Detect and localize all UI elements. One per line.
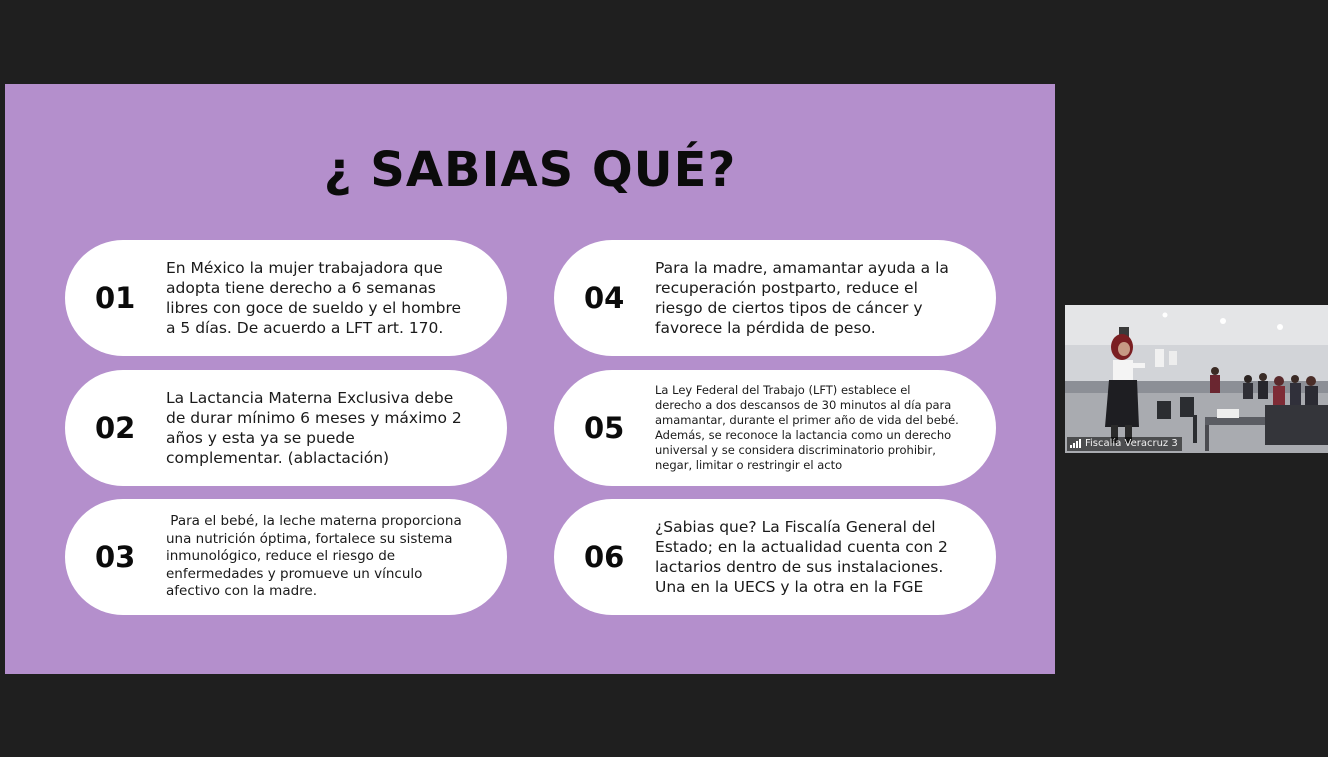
fact-line: Además, se reconoce la lactancia como un derecho	[655, 428, 952, 442]
fact-card-06	[554, 499, 996, 615]
fact-line: libres con goce de sueldo y el hombre	[166, 299, 462, 317]
fact-card-01	[65, 240, 507, 356]
fact-line: adopta tiene derecho a 6 semanas	[166, 279, 436, 297]
fact-text	[166, 499, 477, 615]
fact-card-04	[554, 240, 996, 356]
fact-line: Para el bebé, la leche materna proporciona	[166, 513, 462, 530]
fact-card-02	[65, 370, 507, 486]
signal-bars-icon	[1070, 439, 1081, 448]
fact-text	[655, 499, 966, 615]
fact-line: riesgo de ciertos tipos de cáncer y	[655, 299, 923, 317]
fact-text	[166, 240, 477, 356]
fact-line: En México la mujer trabajadora que	[166, 259, 443, 277]
fact-line: de durar mínimo 6 meses y máximo 2	[166, 409, 462, 427]
fact-text	[166, 370, 477, 486]
fact-number: 05	[584, 411, 625, 445]
fact-line: a 5 días. De acuerdo a LFT art. 170.	[166, 319, 444, 337]
fact-line: amamantar, durante el primer año de vida del bebé.	[655, 413, 959, 427]
fact-line: una nutrición óptima, fortalece su sistema	[166, 530, 453, 547]
fact-card-03	[65, 499, 507, 615]
fact-number: 03	[95, 540, 136, 574]
fact-text	[655, 240, 966, 356]
fact-number: 01	[95, 281, 136, 315]
fact-line: inmunológico, reduce el riesgo de	[166, 548, 396, 565]
shared-slide	[5, 84, 1055, 674]
fact-line: complementar. (ablactación)	[166, 449, 390, 467]
fact-text	[655, 370, 974, 486]
fact-number: 04	[584, 281, 625, 315]
fact-line: negar, limitar o restringir el acto	[655, 458, 843, 472]
fact-line: lactarios dentro de sus instalaciones.	[655, 558, 944, 576]
fact-line: afectivo con la madre.	[166, 583, 318, 600]
fact-card-05	[554, 370, 996, 486]
fact-line: enfermedades y promueve un vínculo	[166, 565, 423, 582]
fact-line: Una en la UECS y la otra en la FGE	[655, 578, 924, 596]
fact-line: favorece la pérdida de peso.	[655, 319, 876, 337]
fact-line: La Lactancia Materna Exclusiva debe	[166, 389, 454, 407]
participant-name: Fiscalía Veracruz 3	[1085, 438, 1178, 449]
fact-line: Para la madre, amamantar ayuda a la	[655, 259, 949, 277]
participant-name-label	[1067, 437, 1182, 451]
fact-line: derecho a dos descansos de 30 minutos al día para	[655, 398, 952, 412]
fact-line: Estado; en la actualidad cuenta con 2	[655, 538, 948, 556]
fact-line: universal y se considera discriminatorio prohibir,	[655, 443, 936, 457]
video-feed	[1065, 305, 1328, 453]
participant-video-tile[interactable]	[1065, 305, 1328, 453]
fact-number: 06	[584, 540, 625, 574]
slide-title: ¿ SABIAS QUÉ?	[323, 142, 737, 198]
fact-line: La Ley Federal del Trabajo (LFT) establece el	[655, 383, 911, 397]
fact-line: ¿Sabias que? La Fiscalía General del	[655, 518, 936, 536]
fact-number: 02	[95, 411, 136, 445]
fact-line: recuperación postparto, reduce el	[655, 279, 918, 297]
fact-line: años y esta ya se puede	[166, 429, 355, 447]
